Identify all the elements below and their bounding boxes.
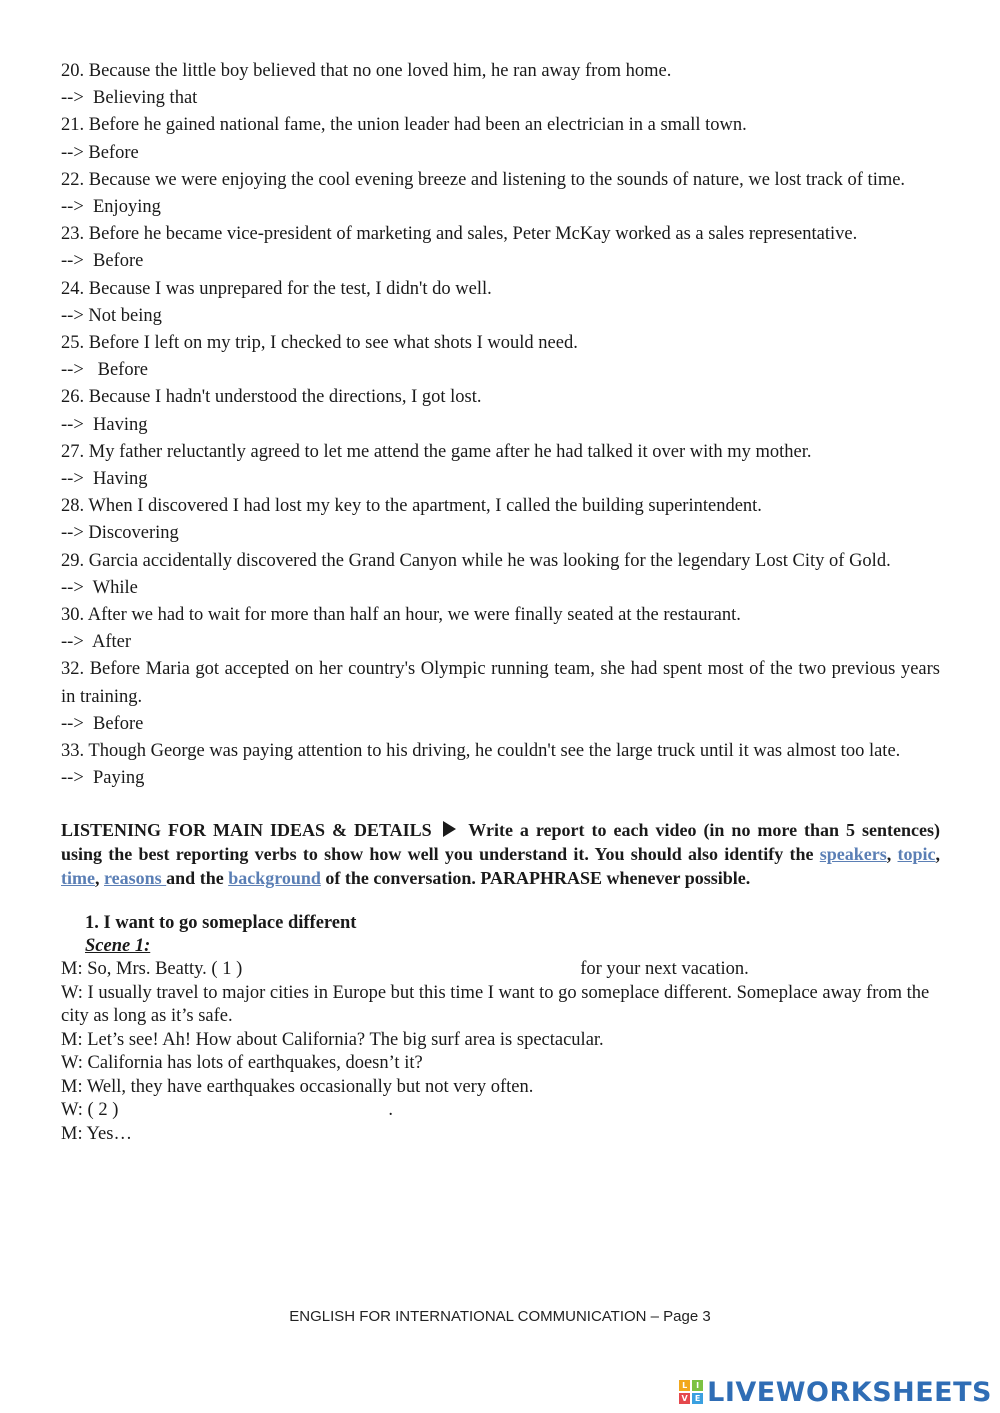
brand-mark-tile: V bbox=[679, 1393, 690, 1404]
dialogue-line-6 bbox=[61, 1099, 940, 1123]
exercise-answer-prompt[interactable]: --> While bbox=[61, 577, 138, 598]
and-the-text: and the bbox=[166, 868, 224, 889]
dialogue-line-1 bbox=[61, 958, 940, 982]
exercise-question: 24. Because I was unprepared for the test, I didn't do well. bbox=[61, 278, 492, 299]
brand-mark-icon bbox=[679, 1380, 703, 1404]
exercise-answer-prompt[interactable]: --> Paying bbox=[61, 768, 145, 789]
dialogue-line-4: W: California has lots of earthquakes, doesn’t it? bbox=[61, 1053, 423, 1074]
dialogue-line-7: M: Yes… bbox=[61, 1123, 132, 1144]
dialogue-line-1-start: M: So, Mrs. Beatty. ( 1 ) bbox=[61, 959, 243, 980]
brand-mark-tile: L bbox=[679, 1380, 690, 1391]
keyword-speakers: speakers bbox=[819, 844, 887, 865]
exercise-question: 25. Before I left on my trip, I checked to see what shots I would need. bbox=[61, 333, 578, 354]
exercise-answer-prompt[interactable]: --> Believing that bbox=[61, 88, 198, 109]
brand-mark-tile: I bbox=[692, 1380, 703, 1391]
dialogue bbox=[61, 958, 940, 1146]
exercise-question: 28. When I discovered I had lost my key to the apartment, I called the building superintendent. bbox=[61, 496, 762, 517]
scene-title: 1. I want to go someplace different bbox=[85, 913, 357, 934]
dialogue-line-3: M: Let’s see! Ah! How about California? The big surf area is spectacular. bbox=[61, 1029, 604, 1050]
exercise-answer-prompt[interactable]: --> Enjoying bbox=[61, 197, 161, 218]
exercise-question: 23. Before he became vice-president of marketing and sales, Peter McKay worked as a sales representative. bbox=[61, 224, 858, 245]
exercise-question: 32. Before Maria got accepted on her country's Olympic running team, she had spent most of the two previous years in training. bbox=[61, 659, 940, 707]
instruction-text-end: of the conversation. PARAPHRASE whenever possible. bbox=[325, 868, 751, 889]
exercise-answer-prompt[interactable]: --> Before bbox=[61, 713, 144, 734]
dialogue-line-2: W: I usually travel to major cities in Europe but this time I want to go someplace different. Someplace away from the city as long as it’s safe. bbox=[61, 982, 930, 1027]
exercise-answer-prompt[interactable]: --> Discovering bbox=[61, 523, 179, 544]
exercise-list bbox=[61, 58, 940, 792]
brand-mark-tile: E bbox=[692, 1393, 703, 1404]
exercise-question: 22. Because we were enjoying the cool evening breeze and listening to the sounds of nature, we lost track of time. bbox=[61, 169, 906, 190]
dialogue-line-6-start: W: ( 2 ) bbox=[61, 1100, 119, 1121]
liveworksheets-logo bbox=[679, 1375, 992, 1409]
exercise-answer-prompt[interactable]: --> Before bbox=[61, 251, 144, 272]
instruction-text: Write a report to each video (in no more than 5 sentences) using the best reporting verbs to show how well you understand it. You should also identify the bbox=[61, 820, 940, 865]
exercise-question: 30. After we had to wait for more than half an hour, we were finally seated at the restaurant. bbox=[61, 605, 741, 626]
section-heading: LISTENING FOR MAIN IDEAS & DETAILS bbox=[61, 820, 432, 841]
exercise-question: 27. My father reluctantly agreed to let me attend the game after he had talked it over with my mother. bbox=[61, 441, 812, 462]
exercise-answer-prompt[interactable]: --> Not being bbox=[61, 305, 162, 326]
dialogue-line-1-end: for your next vacation. bbox=[580, 959, 749, 980]
exercise-answer-prompt[interactable]: --> Having bbox=[61, 414, 148, 435]
worksheet-page bbox=[61, 58, 940, 1146]
dialogue-line-5: M: Well, they have earthquakes occasionally but not very often. bbox=[61, 1076, 534, 1097]
dialogue-line-6-end: . bbox=[388, 1100, 393, 1121]
exercise-answer-prompt[interactable]: --> Before bbox=[61, 360, 148, 381]
keyword-reasons: reasons bbox=[103, 868, 167, 889]
exercise-question: 29. Garcia accidentally discovered the Grand Canyon while he was looking for the legendary Lost City of Gold. bbox=[61, 550, 891, 571]
scene-subtitle: Scene 1: bbox=[85, 936, 151, 957]
exercise-answer-prompt[interactable]: --> After bbox=[61, 632, 132, 653]
page-footer: ENGLISH FOR INTERNATIONAL COMMUNICATION – Page 3 bbox=[289, 1308, 711, 1325]
exercise-answer-prompt[interactable]: --> Before bbox=[61, 142, 139, 163]
play-triangle-icon bbox=[443, 821, 456, 837]
listening-instructions: LISTENING FOR MAIN IDEAS & DETAILS Write a report to each video (in no more than 5 sentences) using the best reporting verbs to show how well you understand it. You should also identify the speakers, topic, time, reasons and the background of the conversation. PARAPHRASE whenever possible. bbox=[61, 820, 941, 889]
exercise-question: 21. Before he gained national fame, the union leader had been an electrician in a small town. bbox=[61, 115, 747, 136]
exercise-question: 33. Though George was paying attention to his driving, he couldn't see the large truck until it was almost too late. bbox=[61, 741, 901, 762]
keyword-background: background bbox=[228, 868, 321, 889]
brand-text: LIVEWORKSHEETS bbox=[707, 1376, 992, 1408]
keyword-topic: topic bbox=[897, 844, 936, 865]
exercise-question: 20. Because the little boy believed that no one loved him, he ran away from home. bbox=[61, 61, 672, 81]
keyword-time: time bbox=[61, 868, 95, 889]
exercise-answer-prompt[interactable]: --> Having bbox=[61, 469, 148, 490]
exercise-question: 26. Because I hadn't understood the directions, I got lost. bbox=[61, 387, 482, 408]
